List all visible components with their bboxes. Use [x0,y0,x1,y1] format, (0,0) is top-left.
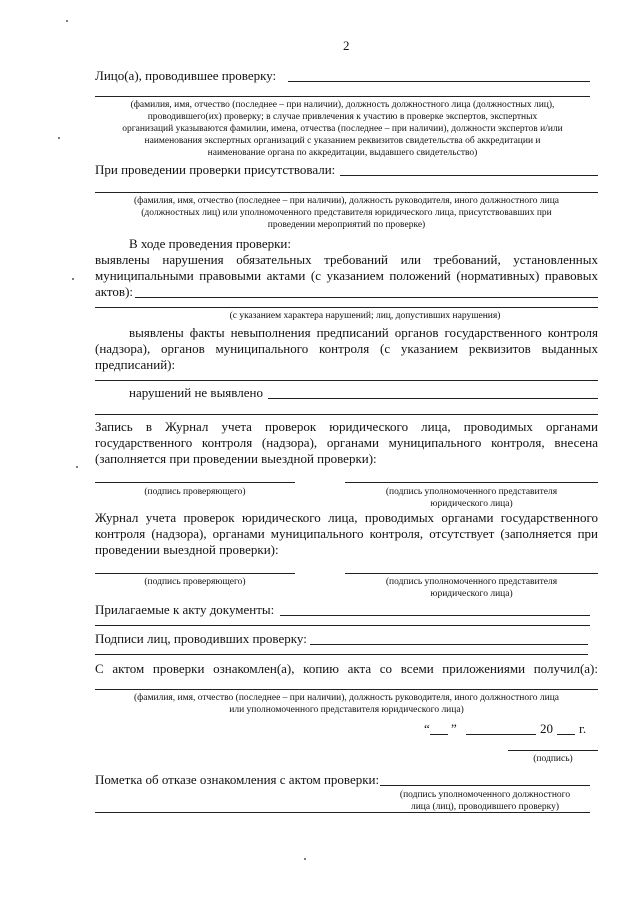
scan-speck [58,137,60,139]
attached-docs-line-1[interactable] [280,615,590,616]
inspector-line-2[interactable] [95,96,590,97]
journal-absent-line-3: проведении выездной проверки): [95,542,279,557]
date-month-line[interactable] [466,734,536,735]
journal-absent-sig-left-line[interactable] [95,573,295,574]
page-number: 2 [343,38,350,53]
journal-entry-line-1: Запись в Журнал учета проверок юридического лица, проводимых органами [95,419,598,434]
refusal-caption-1: (подпись уполномоченного должностного [399,790,571,800]
scan-speck [304,858,306,860]
journal-absent-line-2: контроля (надзора), органами муниципального контроля, отсутствует (заполняется при [95,526,598,541]
prescriptions-line-fill[interactable] [95,380,598,381]
violations-line-extra[interactable] [95,307,598,308]
date-year-prefix: 20 [540,721,553,736]
journal-entry-sig-right-line[interactable] [345,482,598,483]
journal-absent-line-1: Журнал учета проверок юридического лица, проводимых органами государственного [95,510,598,525]
journal-absent-sig-right-caption-1: (подпись уполномоченного представителя [385,577,558,587]
refusal-line[interactable] [380,785,590,786]
journal-entry-line-2: государственного контроля (надзора), органами муниципального контроля, внесена [95,435,598,450]
violations-line-1: выявлены нарушения обязательных требований или требований, установленных [95,252,598,267]
signatures-line-2[interactable] [95,654,588,655]
inspector-caption-1: (фамилия, имя, отчество (последнее – при наличии), должность должностного лица (должностных лиц), [130,100,555,110]
violations-line-2: муниципальными правовыми актами (с указанием положений (нормативных) правовых [95,268,598,283]
journal-entry-sig-right-caption-1: (подпись уполномоченного представителя [385,487,558,497]
inspector-caption-4: наименования экспертных организаций с указанием реквизитов свидетельства об аккредитации и [144,136,541,146]
journal-absent-sig-right-caption-2: юридического лица) [430,589,513,599]
signatures-label: Подписи лиц, проводивших проверку: [95,631,307,646]
no-violations-line-extra[interactable] [95,414,598,415]
date-year-line[interactable] [557,734,575,735]
signature-caption: (подпись) [533,754,573,764]
refusal-line-extra[interactable] [95,812,590,813]
no-violations-line[interactable] [268,398,598,399]
present-caption-1: (фамилия, имя, отчество (последнее – при наличии), должность руководителя, иного должностного лица [133,196,560,206]
inspector-caption-3: организаций указываются фамилии, имена, отчества (последнее – при наличии), должности экспертов и/или [122,124,563,134]
acquainted-caption-2: или уполномоченного представителя юридического лица) [229,705,464,715]
inspector-caption-2: проводившего(их) проверку; в случае привлечения к участию в проверке экспертов, экспертных [147,112,538,122]
date-year-suffix: г. [579,721,587,736]
attached-docs-line-2[interactable] [95,625,590,626]
violations-intro: В ходе проведения проверки: [129,236,292,251]
present-caption-3: проведении мероприятий по проверке) [267,220,426,230]
scan-speck [76,466,78,468]
date-open-quote: “ [424,721,430,736]
signature-line[interactable] [508,750,598,751]
present-line-2[interactable] [95,192,598,193]
prescriptions-line-3: предписаний): [95,357,176,372]
no-violations-label: нарушений не выявлено [129,385,263,400]
attached-docs-label: Прилагаемые к акту документы: [95,602,275,617]
date-close-quote: ” [451,721,457,736]
acquainted-caption-1: (фамилия, имя, отчество (последнее – при наличии), должность руководителя, иного должностного лица [133,693,560,703]
acquainted-line: С актом проверки ознакомлен(а), копию акта со всеми приложениями получил(а): [95,661,598,676]
violations-line-3: актов): [95,284,134,299]
prescriptions-line-1: выявлены факты невыполнения предписаний органов государственного контроля [129,325,598,340]
inspector-caption-5: наименование органа по аккредитации, выдавшего свидетельство) [207,148,478,158]
signatures-line-1[interactable] [310,644,588,645]
journal-entry-sig-right-caption-2: юридического лица) [430,499,513,509]
present-caption-2: (должностных лиц) или уполномоченного представителя юридического лица, присутствовавших при [141,208,552,218]
refusal-label: Пометка об отказе ознакомления с актом проверки: [95,772,380,787]
journal-entry-sig-left-line[interactable] [95,482,295,483]
journal-entry-line-3: (заполняется при проведении выездной проверки): [95,451,377,466]
scan-speck [66,20,68,22]
inspector-line-1[interactable] [288,81,590,82]
present-line-1[interactable] [340,175,598,176]
refusal-caption-2: лица (лиц), проводившего проверку) [410,802,560,812]
scan-speck [72,278,74,280]
inspector-label: Лицо(а), проводившее проверку: [95,68,277,83]
journal-absent-sig-right-line[interactable] [345,573,598,574]
date-day-line[interactable] [430,734,448,735]
violations-caption: (с указанием характера нарушений; лиц, допустивших нарушения) [229,311,501,321]
violations-line-fill[interactable] [135,297,598,298]
prescriptions-line-2: (надзора), органов муниципального контроля (с указанием реквизитов выданных [95,341,598,356]
acquainted-fill-line[interactable] [95,689,598,690]
journal-absent-sig-left-caption: (подпись проверяющего) [144,577,246,587]
present-label: При проведении проверки присутствовали: [95,162,336,177]
journal-entry-sig-left-caption: (подпись проверяющего) [144,487,246,497]
